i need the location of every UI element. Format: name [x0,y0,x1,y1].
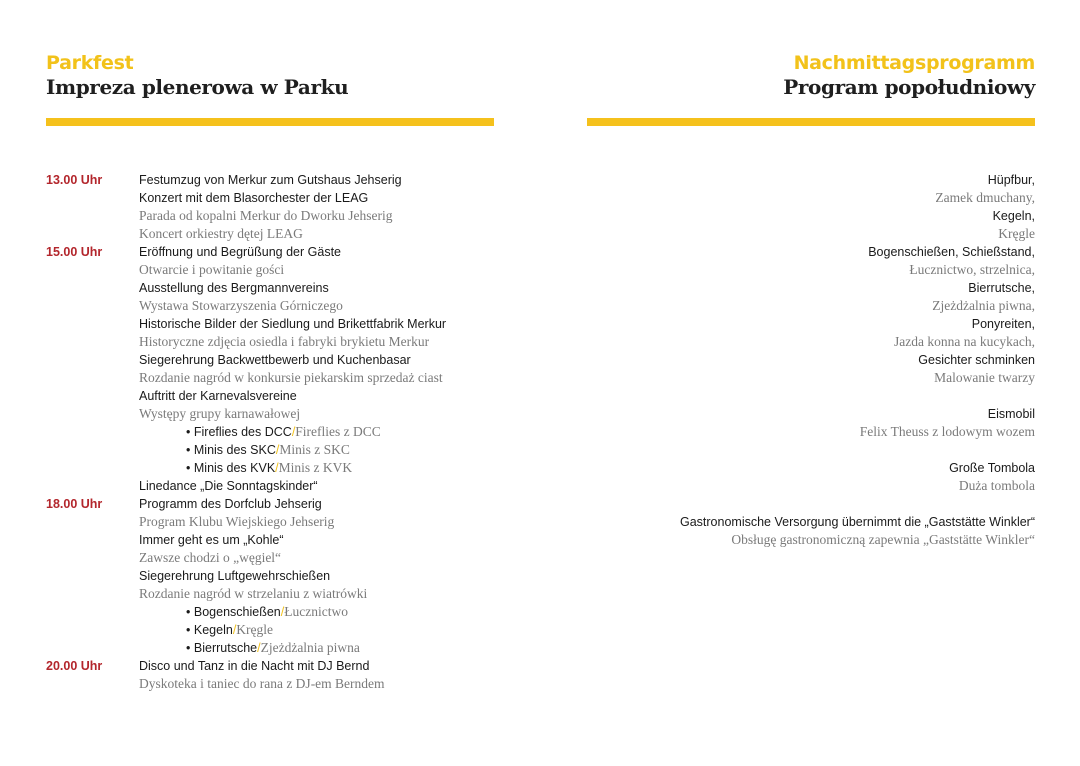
list-item [46,441,546,459]
activity-de: Gesichter schminken [918,353,1035,367]
event-pl: Historyczne zdjęcia osiedla i fabryki brykietu Merkur [139,334,430,349]
list-item [46,549,546,567]
left-title-de: Parkfest [46,52,134,74]
bullet-icon: • [186,641,191,655]
event-de: Siegerehrung Luftgewehrschießen [139,569,331,583]
slash-separator: / [291,425,296,439]
time-label: 18.00 Uhr [46,497,103,511]
list-item [46,171,546,189]
list-item [46,243,546,261]
event-de: Siegerehrung Backwettbewerb und Kuchenbasar [139,353,411,367]
slash-separator: / [257,641,261,655]
sub-item-de: Minis des SKC [193,443,276,457]
sub-item-pl: Minis z KVK [278,460,353,475]
event-pl: Otwarcie i powitanie gości [139,262,285,277]
bullet-icon: • [186,605,191,619]
right-title-de: Nachmittagsprogramm [793,52,1035,74]
list-item [46,225,546,243]
activity-pl: Jazda konna na kucykach, [894,334,1035,349]
list-item [46,333,546,351]
time-label: 13.00 Uhr [46,173,103,187]
list-item [46,621,546,639]
left-header [46,52,494,126]
slash-separator: / [280,605,285,619]
catering-pl: Obsługę gastronomiczną zapewnia „Gaststätte Winkler“ [731,532,1035,547]
list-item [46,531,546,549]
activity-pl: Zjeżdżalnia piwna, [932,298,1035,313]
right-header [587,52,1035,126]
sub-item-pl: Fireflies z DCC [295,424,381,439]
time-label: 20.00 Uhr [46,659,103,673]
sub-item-de: Kegeln [193,623,233,637]
spacer [587,495,1035,513]
left-divider-bar [46,118,494,126]
list-item [46,585,546,603]
event-de: Historische Bilder der Siedlung und Brikettfabrik Merkur [139,317,447,331]
sub-item [186,423,381,441]
activity-de: Große Tombola [949,461,1035,475]
sub-item-de: Bogenschießen [193,605,281,619]
activity-de: Bierrutsche, [968,281,1035,295]
activity-pl: Malowanie twarzy [934,370,1035,385]
activity-pl: Zamek dmuchany, [935,190,1035,205]
sub-item [186,459,352,477]
event-de: Auftritt der Karnevalsvereine [139,389,297,403]
sub-item [186,603,348,621]
list-item [46,315,546,333]
sub-item-pl: Minis z SKC [279,442,350,457]
slash-separator: / [275,443,280,457]
list-item [46,639,546,657]
list-item [46,405,546,423]
spacer [587,441,1035,459]
event-pl: Rozdanie nagród w strzelaniu z wiatrówki [139,586,368,601]
list-item [46,351,546,369]
list-item [46,603,546,621]
activity-pl: Łucznictwo, strzelnica, [909,262,1035,277]
list-item [46,495,546,513]
list-item [46,369,546,387]
bullet-icon: • [186,425,191,439]
catering-de: Gastronomische Versorgung übernimmt die „Gaststätte Winkler“ [680,515,1035,529]
activity-de: Hüpfbur, [987,173,1035,187]
list-item [46,387,546,405]
event-de: Eröffnung und Begrüßung der Gäste [139,245,341,259]
list-item [46,513,546,531]
event-de: Disco und Tanz in die Nacht mit DJ Bernd [139,659,370,673]
list-item [46,477,546,495]
list-item [46,279,546,297]
list-item [46,189,546,207]
sub-item [186,441,350,459]
list-item [46,657,546,675]
list-item [46,297,546,315]
activity-pl: Kręgle [998,226,1035,241]
sub-item [186,621,273,639]
activity-pl: Felix Theuss z lodowym wozem [859,424,1035,439]
list-item [46,207,546,225]
time-label: 15.00 Uhr [46,245,103,259]
schedule-list [46,171,546,693]
activity-de: Bogenschießen, Schießstand, [868,245,1035,259]
list-item [46,567,546,585]
sub-item-pl: Łucznictwo [284,604,348,619]
afternoon-list [587,171,1035,549]
event-de: Immer geht es um „Kohle“ [139,533,284,547]
event-de: Festumzug von Merkur zum Gutshaus Jehserig [139,173,402,187]
sub-item-pl: Zjeżdżalnia piwna [260,640,360,655]
list-item [46,459,546,477]
event-pl: Program Klubu Wiejskiego Jehserig [139,514,335,529]
list-item [46,261,546,279]
event-pl: Rozdanie nagród w konkursie piekarskim sprzedaż ciast [139,370,443,385]
event-pl: Dyskoteka i taniec do rana z DJ-em Berndem [139,676,385,691]
activity-de: Eismobil [987,407,1035,421]
activity-de: Ponyreiten, [971,317,1035,331]
right-title-pl: Program popołudniowy [783,75,1035,99]
bullet-icon: • [186,623,191,637]
event-de: Linedance „Die Sonntagskinder“ [139,479,318,493]
event-pl: Występy grupy karnawałowej [139,406,301,421]
activity-pl: Duża tombola [958,478,1035,493]
bullet-icon: • [186,461,191,475]
list-item [46,423,546,441]
event-de: Konzert mit dem Blasorchester der LEAG [139,191,369,205]
activity-de: Kegeln, [992,209,1035,223]
slash-separator: / [275,461,279,475]
event-pl: Zawsze chodzi o „węgiel“ [139,550,282,565]
right-divider-bar [587,118,1035,126]
slash-separator: / [232,623,237,637]
sub-item-pl: Kręgle [236,622,274,637]
event-de: Programm des Dorfclub Jehserig [139,497,322,511]
spacer [587,387,1035,405]
list-item [46,675,546,693]
event-pl: Parada od kopalni Merkur do Dworku Jehserig [139,208,393,223]
sub-item-de: Fireflies des DCC [193,425,292,439]
bullet-icon: • [186,443,191,457]
event-pl: Koncert orkiestry dętej LEAG [139,226,303,241]
sub-item-de: Bierrutsche [193,641,258,655]
event-de: Ausstellung des Bergmannvereins [139,281,329,295]
left-title-pl: Impreza plenerowa w Parku [46,75,349,99]
sub-item-de: Minis des KVK [193,461,276,475]
event-pl: Wystawa Stowarzyszenia Górniczego [139,298,343,313]
sub-item [186,639,360,657]
